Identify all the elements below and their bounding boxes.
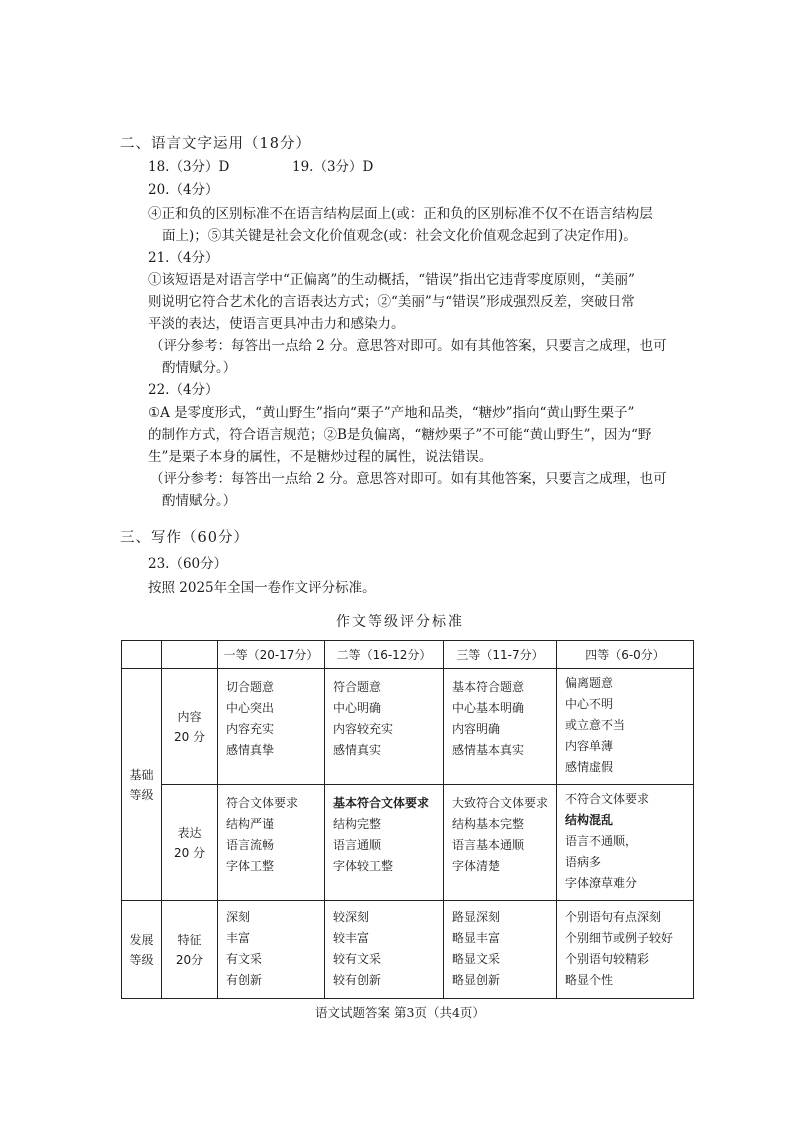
content-label	[162, 669, 218, 785]
criterion: 结构基本完整	[452, 817, 525, 831]
criterion: 中心明确	[333, 701, 382, 715]
development-label-line: 等级	[129, 952, 154, 967]
q21-answer-line-2: 则说明它符合艺术化的言语表达方式；②“美丽”与“错误”形成强烈反差，突破日常	[148, 294, 635, 310]
criterion: 中心基本明确	[452, 701, 525, 715]
criterion: 语言基本通顺	[452, 838, 525, 852]
q22-number: 22.（4分）	[148, 382, 219, 398]
criterion: 感情真实	[333, 743, 382, 757]
criterion: 结构完整	[333, 817, 382, 831]
criterion: 有创新	[226, 973, 263, 987]
criterion: 个别细节或例子较好	[565, 931, 674, 945]
content-grade-3	[444, 669, 556, 767]
criterion: 略显文采	[452, 952, 501, 966]
criterion: 语言流畅	[226, 838, 275, 852]
header-grade-4: 四等（6-0分）	[557, 641, 694, 669]
q21-note-line-2: 酌情赋分。）	[162, 360, 237, 376]
q21-number: 21.（4分）	[148, 250, 219, 266]
content-grade-4	[557, 669, 693, 784]
q21-answer-line-3: 平淡的表达，使语言更具冲击力和感染力。	[148, 316, 405, 332]
criterion: 略显个性	[565, 973, 614, 987]
criterion: 较有创新	[333, 973, 382, 987]
criterion: 略显创新	[452, 973, 501, 987]
criterion: 丰富	[226, 931, 251, 945]
feature-grade-3	[444, 901, 556, 997]
q23-number: 23.（60分）	[148, 556, 228, 572]
criterion: 内容较充实	[333, 722, 394, 736]
criterion: 结构混乱	[565, 813, 614, 827]
basic-label-line: 基础	[129, 767, 154, 782]
q20-number: 20.（4分）	[148, 182, 219, 198]
criterion: 感情虚假	[565, 760, 614, 774]
criterion: 字体潦草难分	[565, 876, 638, 890]
q22-answer-line-2: 的制作方式，符合语言规范；②B是负偏离，“糖炒栗子”不可能“黄山野生”，因为“野	[148, 427, 652, 443]
table-title: 作文等级评分标准	[336, 614, 464, 630]
q20-answer-line-1: ④正和负的区别标准不在语言结构层面上(或：正和负的区别标准不仅不在语言结构层	[148, 206, 653, 222]
q21-answer-line-1: ①该短语是对语言学中“正偏离”的生动概括，“错误”指出它违背零度原则，“美丽”	[148, 272, 635, 288]
criterion: 基本符合题意	[452, 680, 525, 694]
expression-grade-3	[444, 785, 556, 883]
criterion: 字体清楚	[452, 859, 501, 873]
criterion: 偏离题意	[565, 676, 614, 690]
header-grade-3: 三等（11-7分）	[444, 641, 557, 669]
content-grade-1	[218, 669, 324, 767]
expression-label-line: 表达	[177, 825, 202, 840]
feature-label-line: 20分	[175, 952, 204, 967]
criterion: 语病多	[565, 855, 602, 869]
q22-answer-line-1: ①A 是零度形式，“黄山野生”指向“栗子”产地和品类，“糖炒”指向“黄山野生栗子”	[148, 405, 635, 421]
q21-note-line-1: （评分参考：每答出一点给 2 分。意思答对即可。如有其他答案，只要言之成理，也可	[150, 338, 667, 354]
criterion: 个别语句较精彩	[565, 952, 650, 966]
header-empty-cell	[122, 641, 162, 669]
feature-label-line: 特征	[177, 932, 202, 947]
criterion: 较深刻	[333, 910, 370, 924]
header-empty-cell	[162, 641, 218, 669]
page-footer: 语文试题答案 第3页（共4页）	[315, 1005, 485, 1020]
content-label-line: 20 分	[173, 729, 206, 744]
criterion: 个别语句有点深刻	[565, 910, 662, 924]
expression-label-line: 20 分	[173, 845, 206, 860]
criterion: 内容单薄	[565, 739, 614, 753]
basic-level-label	[122, 669, 162, 901]
criterion: 路显深刻	[452, 910, 501, 924]
q18-answer: 18.（3分）D	[148, 159, 230, 175]
criterion: 字体工整	[226, 859, 275, 873]
basic-label-line: 等级	[129, 787, 154, 802]
criterion: 语言通顺	[333, 838, 382, 852]
criterion: 字体较工整	[333, 859, 394, 873]
criterion: 符合文体要求	[226, 796, 299, 810]
section-2-heading: 二、语言文字运用（18分）	[120, 136, 311, 152]
q22-answer-line-3: 生”是栗子本身的属性，不是糖炒过程的属性，说法错误。	[148, 449, 493, 465]
q19-answer: 19.（3分）D	[292, 159, 374, 175]
criterion: 内容充实	[226, 722, 275, 736]
q23-description: 按照 2025年全国一卷作文评分标准。	[148, 580, 376, 596]
criterion: 感情真挚	[226, 743, 275, 757]
criterion: 语言不通顺，	[565, 834, 638, 848]
feature-label	[162, 901, 218, 999]
q22-note-line-1: （评分参考：每答出一点给 2 分。意思答对即可。如有其他答案，只要言之成理，也可	[150, 471, 667, 487]
criterion: 感情基本真实	[452, 743, 525, 757]
criterion: 或立意不当	[565, 718, 626, 732]
header-grade-1: 一等（20-17分）	[218, 641, 325, 669]
expression-label	[162, 785, 218, 901]
criterion: 切合题意	[226, 680, 275, 694]
criterion: 不符合文体要求	[565, 792, 650, 806]
table-header-row	[122, 641, 694, 669]
criterion: 结构严谨	[226, 817, 275, 831]
section-3-heading: 三、写作（60分）	[120, 530, 249, 546]
criterion: 符合题意	[333, 680, 382, 694]
q22-note-line-2: 酌情赋分。）	[162, 493, 237, 509]
grading-table	[121, 640, 694, 999]
content-label-line: 内容	[177, 709, 202, 724]
development-row	[122, 901, 694, 999]
criterion: 较有文采	[333, 952, 382, 966]
development-label-line: 发展	[129, 932, 154, 947]
expression-grade-4	[557, 785, 693, 900]
criterion: 略显丰富	[452, 931, 501, 945]
content-grade-2	[325, 669, 443, 767]
feature-grade-2	[325, 901, 443, 997]
criterion: 内容明确	[452, 722, 501, 736]
criterion: 深刻	[226, 910, 251, 924]
header-grade-2: 二等（16-12分）	[325, 641, 444, 669]
expression-grade-1	[218, 785, 324, 883]
q20-answer-line-2: 面上)；⑤其关键是社会文化价值观念(或：社会文化价值观念起到了决定作用)。	[162, 228, 637, 244]
development-level-label	[122, 901, 162, 999]
criterion: 大致符合文体要求	[452, 796, 549, 810]
criterion: 有文采	[226, 952, 263, 966]
content-row	[122, 669, 694, 785]
feature-grade-4	[557, 901, 693, 997]
expression-row	[122, 785, 694, 901]
criterion: 基本符合文体要求	[333, 796, 430, 810]
criterion: 中心不明	[565, 697, 614, 711]
criterion: 较丰富	[333, 931, 370, 945]
criterion: 中心突出	[226, 701, 275, 715]
feature-grade-1	[218, 901, 324, 997]
expression-grade-2	[325, 785, 443, 883]
